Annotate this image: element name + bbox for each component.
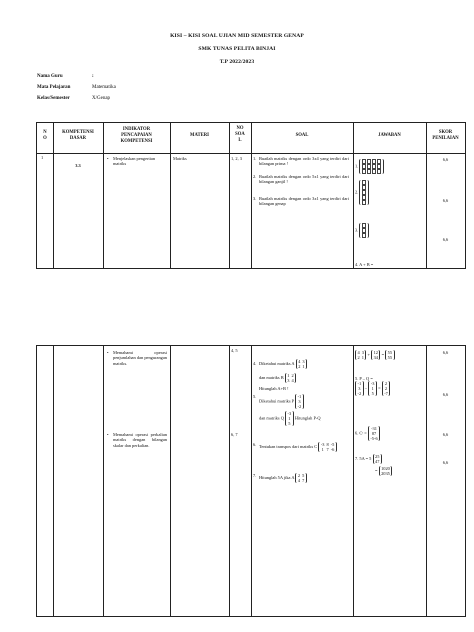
matrix-entry: 2 xyxy=(384,386,388,392)
score-5: 6,6 xyxy=(442,392,449,397)
score-7: 6,6 xyxy=(442,460,449,465)
matrix-entry: 1 xyxy=(361,355,364,360)
score-1: 6,6 xyxy=(442,157,449,162)
subject-value: Matematika xyxy=(92,85,116,90)
matrix-entry: 3 xyxy=(361,350,364,355)
matrix-entry: -5-6 xyxy=(370,436,378,441)
matrix-entry: 5 xyxy=(302,473,305,478)
subject-label: Mata Pelajaran xyxy=(37,85,71,90)
matrix-entry: 47 xyxy=(375,459,380,464)
matrix-entry: 3 xyxy=(358,386,361,392)
indicator-1: • Menjelaskan pengertian matriks xyxy=(113,156,167,167)
matrix-entry: -3 xyxy=(370,381,375,387)
row-kd: 3.3 xyxy=(75,163,81,168)
col-skor: SKOR PENILAIAN xyxy=(432,130,459,141)
school-year: T.P 2022/2023 xyxy=(219,59,255,65)
class-label: Kelas/Semester xyxy=(37,96,70,101)
matrix xyxy=(375,454,379,464)
answer-5: 5. P – Q = -1 3 -2 − -3 1 5 = 2 2 -7 xyxy=(355,376,390,396)
matrix-entry: -3 xyxy=(287,411,292,416)
matrix xyxy=(298,473,304,483)
answer-4b: 4 3 2 1 + 12 34 = 55 55 xyxy=(355,350,395,360)
nosoal-1: 1, 2, 3 xyxy=(231,156,242,161)
nosoal-3: 6, 7 xyxy=(231,432,238,437)
matrix-entry: 2 xyxy=(291,372,294,378)
score-6: 6,6 xyxy=(442,432,449,437)
answer-2: 2. xyxy=(355,180,369,205)
score-4: 6,6 xyxy=(442,350,449,355)
matrix xyxy=(298,394,302,409)
question-5: 5. Diketahui matriks P -1 3 -2 dan matriks Q -3 1 5 Hitunglah P-Q xyxy=(253,394,321,426)
score-2: 6,6 xyxy=(442,198,449,203)
class-value: X/Genap xyxy=(92,96,111,101)
matrix xyxy=(321,442,335,452)
matrix-entry: -31 xyxy=(371,426,377,431)
matrix xyxy=(381,466,390,476)
answer-3: 3. xyxy=(355,223,369,238)
school-name: SMK TUNAS PELITA BINJAI xyxy=(198,46,276,52)
indicator-3: • Memahami operasi perkalian matriks dengan bilangan skalar dan perkalian. xyxy=(113,432,167,448)
col-jawaban: JAWABAN xyxy=(378,133,401,138)
matrix-entry: 3 xyxy=(298,399,301,404)
matrix-entry: -7 xyxy=(384,391,388,397)
matrix-entry: 55 xyxy=(387,355,393,360)
matrix-entry: 12 xyxy=(373,350,378,355)
matrix xyxy=(287,373,293,383)
matrix-entry: 3 xyxy=(287,377,290,383)
matrix-entry: -5 xyxy=(330,442,335,447)
answer-1: 1. xyxy=(355,159,384,174)
matrix-entry: 8 xyxy=(326,442,329,447)
col-materi: MATERI xyxy=(190,133,209,138)
matrix xyxy=(358,350,364,360)
col-indikator: INDIKATOR PENCAPAIAN KOMPETENSI xyxy=(120,127,153,144)
matrix xyxy=(370,426,377,441)
question-3: 3. Buatlah matriks dengan ordo 3x1 yang terdiri dari bilangan genap xyxy=(253,196,349,207)
col-no: N O xyxy=(43,130,47,141)
score-3: 6,6 xyxy=(442,237,449,242)
matrix xyxy=(298,359,304,369)
matrix-entry: 4 xyxy=(357,350,360,355)
matrix xyxy=(358,381,362,396)
matrix-entry: -2 xyxy=(297,404,302,409)
matrix-entry: 2 xyxy=(298,363,301,369)
answer-4: 4. A + B = xyxy=(355,262,374,267)
matrix xyxy=(388,350,392,360)
question-7: 7. Hitunglah 5A jika A 2 5 4 7 xyxy=(259,473,351,483)
matrix-entry: 1 xyxy=(302,363,305,369)
matrix-entry: -1 xyxy=(357,381,362,387)
matrix xyxy=(384,381,388,396)
matrix-entry: 1 xyxy=(288,416,291,421)
matrix xyxy=(371,381,375,396)
matrix-entry: 5 xyxy=(288,421,291,426)
matrix xyxy=(374,350,378,360)
question-6: 6. Tentukan transpos dari matriks C -3 8 -5 1 7 -6 xyxy=(259,442,351,452)
matrix-entry: 1 xyxy=(321,447,324,452)
matrix-entry: 4 xyxy=(298,358,301,364)
matrix-entry: 2 xyxy=(297,473,301,478)
matrix-entry: -2 xyxy=(357,391,362,397)
matrix-entry: 2 xyxy=(357,355,360,360)
matrix-entry: -1 xyxy=(297,394,302,399)
grid-table-top xyxy=(36,122,466,269)
matrix-entry: 87 xyxy=(371,431,377,436)
matrix-entry: 25 xyxy=(375,454,380,459)
answer-6: 6. Cᵗ = -31 87 -5-6 xyxy=(355,426,380,441)
teacher-separator: : xyxy=(92,74,94,79)
matrix-entry: 7 xyxy=(302,478,305,483)
matrix-entry: 34 xyxy=(373,355,378,360)
matrix-entry: 4 xyxy=(297,478,301,483)
doc-title: KISI – KISI SOAL UJIAN MID SEMESTER GENAP xyxy=(170,33,304,39)
matrix-entry: 55 xyxy=(387,350,393,355)
row-no: 1 xyxy=(41,155,44,160)
col-nosoal: NO SOA L xyxy=(235,126,245,143)
grid-table-bottom xyxy=(36,345,466,617)
matrix-entry: 1020 xyxy=(381,466,390,471)
answer-7: 7. 5A = 5 25 47 = 1020 2035 xyxy=(355,454,392,476)
matrix-entry: -3 xyxy=(320,442,325,447)
question-1: 1. Buatlah matriks dengan ordo 3x4 yang terdiri dari bilangan prima ! xyxy=(253,156,349,167)
matrix-entry: 2035 xyxy=(381,471,390,476)
question-4: 4. Diketahui matriks A 4 3 2 1 dan matriks B 1 2 3 4 Hitunglah A+B ! xyxy=(259,356,351,391)
teacher-label: Nama Guru xyxy=(37,74,63,79)
question-2: 2. Buatlah matriks dengan ordo 5x1 yang terdiri dari bilangan ganjil ! xyxy=(253,174,349,185)
nosoal-2: 4, 5 xyxy=(231,348,238,353)
matrix xyxy=(288,411,292,426)
matrix-entry: 1 xyxy=(287,372,290,378)
materi-value: Matriks xyxy=(173,156,187,161)
matrix-entry: 2 xyxy=(384,381,388,387)
col-soal: SOAL xyxy=(295,133,309,138)
matrix-entry: 1 xyxy=(371,386,374,392)
matrix-entry: 3 xyxy=(302,358,305,364)
matrix-entry: -6 xyxy=(330,447,335,452)
matrix-entry: 7 xyxy=(326,447,329,452)
col-kd: KOMPETENSI DASAR xyxy=(62,130,94,141)
matrix-entry: 4 xyxy=(291,377,294,383)
indicator-2: • Memahami operasi penjumlahan dan pengurangan matriks. xyxy=(113,350,167,366)
matrix-entry: 5 xyxy=(371,391,374,397)
